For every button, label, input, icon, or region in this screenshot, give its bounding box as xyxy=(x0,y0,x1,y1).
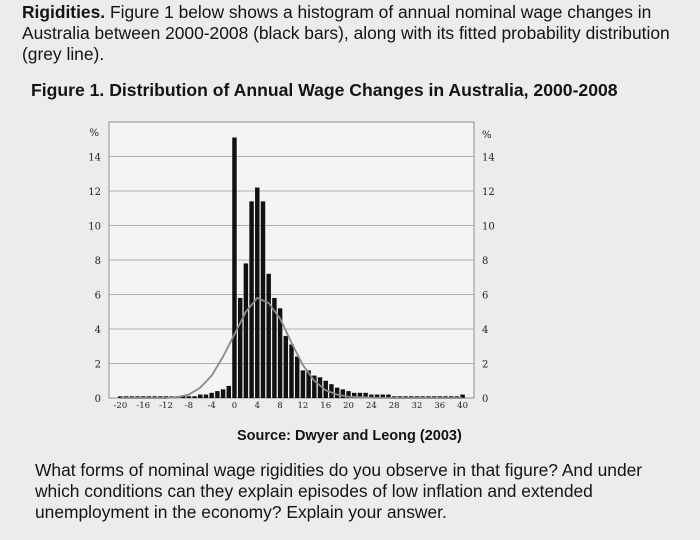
histogram-bar xyxy=(204,395,208,398)
y-tick-label-right: 12 xyxy=(482,187,495,198)
x-tick-label: -16 xyxy=(136,401,151,411)
y-tick-label-left: 10 xyxy=(88,221,101,233)
y-axis-label-left: % xyxy=(89,128,99,139)
figure-title: Figure 1. Distribution of Annual Wage Changes in Australia, 2000-2008 xyxy=(31,80,618,100)
y-tick-label-right: 0 xyxy=(482,394,489,405)
x-tick-label: -12 xyxy=(159,401,173,411)
x-tick-label: 20 xyxy=(343,401,354,411)
y-tick-label-right: 4 xyxy=(482,325,489,336)
histogram-bar xyxy=(295,357,299,398)
y-tick-label-right: 6 xyxy=(482,290,489,302)
y-tick-label-left: 8 xyxy=(94,256,101,267)
histogram-bar xyxy=(232,138,236,398)
y-tick-label-left: 14 xyxy=(88,152,101,164)
question-text: What forms of nominal wage rigidities do you observe in that figure? And under which conditions can they explain episodes of low inflation and extended unemployment in the economy? Explain your answer. xyxy=(35,460,643,522)
histogram-bar xyxy=(198,395,202,398)
x-tick-label: 40 xyxy=(457,401,469,411)
histogram-bar xyxy=(187,396,191,398)
chart-source: Source: Dwyer and Leong (2003) xyxy=(237,428,462,444)
histogram-bar xyxy=(255,188,259,398)
x-tick-label: 12 xyxy=(297,401,309,411)
x-tick-label: 8 xyxy=(277,401,283,411)
histogram-bar xyxy=(244,263,248,398)
x-tick-label: 32 xyxy=(411,401,423,411)
y-tick-label-left: 4 xyxy=(94,325,101,336)
histogram-bar xyxy=(284,336,288,398)
histogram-bar xyxy=(335,388,339,398)
y-tick-label-right: 8 xyxy=(482,256,489,267)
x-tick-label: 36 xyxy=(434,401,446,411)
histogram-bar xyxy=(289,345,293,398)
y-tick-label-right: 14 xyxy=(482,152,495,164)
y-tick-label-left: 0 xyxy=(94,394,101,405)
intro-lead: Rigidities. xyxy=(22,2,106,22)
x-tick-label: -20 xyxy=(113,401,128,411)
y-tick-label-left: 12 xyxy=(88,187,101,198)
histogram-bar xyxy=(192,396,196,398)
y-tick-label-right: 2 xyxy=(482,359,489,371)
histogram-bar xyxy=(238,298,242,398)
x-tick-label: 16 xyxy=(320,401,332,411)
intro-text: Figure 1 below shows a histogram of annual nominal wage changes in Australia between 2000-2008 (black bars), along with its fitted probability distribution (grey line). xyxy=(22,2,670,64)
histogram-bar xyxy=(227,386,231,398)
x-tick-label: 24 xyxy=(365,401,377,411)
x-tick-label: 0 xyxy=(231,401,238,411)
y-tick-label-right: 10 xyxy=(482,221,495,233)
x-tick-label: -4 xyxy=(207,401,216,411)
histogram-bar xyxy=(215,391,219,398)
histogram-bar xyxy=(301,370,305,398)
x-tick-label: -8 xyxy=(184,401,193,411)
y-axis-label-right: % xyxy=(482,130,492,141)
histogram-bar xyxy=(266,274,270,398)
x-tick-label: 4 xyxy=(254,401,260,411)
histogram-bar xyxy=(249,201,253,398)
x-tick-label: 28 xyxy=(388,401,400,411)
y-tick-label-left: 2 xyxy=(94,359,101,371)
y-tick-label-left: 6 xyxy=(94,290,101,302)
histogram-bar xyxy=(209,393,213,398)
histogram-bar xyxy=(221,389,225,398)
